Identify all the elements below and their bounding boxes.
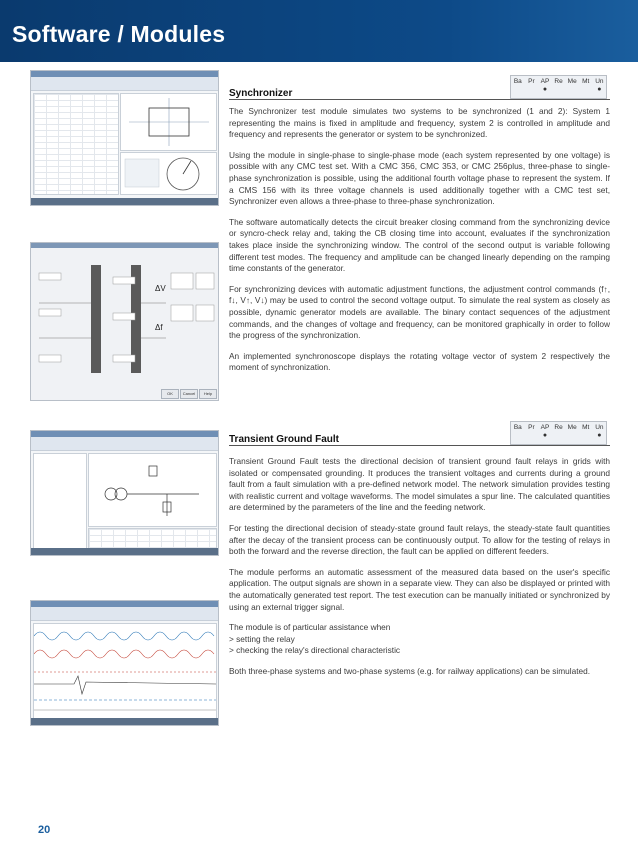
- badge-cell: Pr: [528, 78, 535, 85]
- paragraph: Transient Ground Fault tests the directional decision of transient ground fault relays in grids with isolated or compensated grounding. It produces the transient voltages and currents during a ground fault from a fault simulation with a pre-defined network model. The network simulation provides testing with realistic current and voltage waveforms. The model simulates a spur line. The calculated quantities are determined by the parameters of the line and the feeding network.: [229, 456, 610, 513]
- transient-rule: [229, 445, 610, 446]
- cancel-button[interactable]: Cancel: [180, 389, 198, 399]
- delta-v-label: ΔV: [155, 284, 166, 293]
- transient-waveform-screenshot: [30, 600, 219, 726]
- sync-window-diagram: [120, 93, 217, 151]
- ribbon-toolbar: [31, 607, 218, 621]
- badge-cell: Un ●: [595, 424, 604, 439]
- synchronizer-title: Synchronizer: [229, 88, 293, 99]
- page-number: 20: [38, 824, 51, 836]
- delta-f-label: Δf: [155, 323, 163, 332]
- paragraph: For synchronizing devices with automatic adjustment functions, the adjustment control commands (f↑, f↓, V↑, V↓) may be used to control the second voltage output. To simulate the real system as closely as possible, dynamic generator models are available. The binary contact sequences of the adjustment commands, and the changes of voltage and frequency, can be monitored graphically in order to follow the progress of the synchronization.: [229, 283, 610, 341]
- paragraph: The Synchronizer test module simulates two systems to be synchronized (1 and 2): System 1 representing the mains is fixed in amplitude and frequency, system 2 is controlled in amplitude and frequency and represents the generator or system to be synchronized.: [229, 106, 610, 140]
- badge-cell: Me: [567, 424, 577, 431]
- status-bar: [31, 198, 218, 205]
- badge-cell: AP ●: [540, 78, 550, 93]
- paragraph: Both three-phase systems and two-phase systems (e.g. for railway applications) can be simulated.: [229, 665, 591, 676]
- badge-cell: Mt: [582, 78, 590, 85]
- list-item: > checking the relay's directional characteristic: [229, 645, 401, 656]
- parameter-panel: [33, 453, 87, 550]
- results-table: [88, 528, 217, 550]
- status-bar: [31, 718, 218, 725]
- transient-body: [229, 456, 610, 687]
- help-button[interactable]: Help: [199, 389, 217, 399]
- synchronizer-dialog-screenshot: [30, 242, 219, 401]
- badge-cell: Un ●: [595, 78, 604, 93]
- transient-applicability-badge: [510, 421, 607, 445]
- sync-window-plot: [121, 94, 216, 150]
- test-point-table: [33, 93, 119, 195]
- badge-cell: Re: [554, 78, 563, 85]
- network-model-diagram: [88, 453, 217, 527]
- page-header: [0, 0, 638, 62]
- paragraph: The software automatically detects the circuit breaker closing command from the synchronizing device or syncro-check relay and, taking the CB closing time into account, evaluates if the synchronization takes place inside the synchronizing window. The control of the second output is variable following different test modes. The frequency and amplitude can be changed linearly depending on the ramping time constants of the generator.: [229, 216, 610, 274]
- list-intro: The module is of particular assistance when: [229, 622, 391, 633]
- waveform-traces: [34, 624, 216, 719]
- ok-button[interactable]: OK: [161, 389, 179, 399]
- network-circuit: [89, 454, 216, 526]
- badge-cell: Me: [567, 78, 577, 85]
- transient-ground-fault-title: Transient Ground Fault: [229, 434, 340, 445]
- transient-ground-fault-screenshot: [30, 430, 219, 556]
- badge-cell: Mt: [582, 424, 590, 431]
- synchronizer-rule: [229, 99, 610, 100]
- badge-cell: Ba: [513, 424, 522, 431]
- page-title: Software / Modules: [12, 21, 226, 47]
- status-bar: [31, 548, 218, 555]
- synchronoscope-icon: [121, 153, 216, 194]
- synchronoscope-view: [120, 152, 217, 195]
- synchronizer-body: [229, 106, 610, 383]
- ribbon-toolbar: [31, 437, 218, 451]
- paragraph: An implemented synchronoscope displays the rotating voltage vector of system 2 respectively the moment of synchronization.: [229, 350, 610, 373]
- badge-cell: Re: [554, 424, 563, 431]
- waveform-plot: [33, 623, 217, 720]
- generator-model-diagram: [31, 243, 218, 400]
- paragraph: For testing the directional decision of steady-state ground fault relays, the steady-state fault quantities after the decay of the transient process can be continuously output. To allow for the testing of relays in both the forward and the reverse direction, the fault can be applied on different feeders.: [229, 522, 610, 557]
- badge-cell: AP ●: [540, 424, 550, 439]
- badge-cell: Pr: [528, 424, 535, 431]
- ribbon-toolbar: [31, 77, 218, 91]
- paragraph: The module performs an automatic assessment of the measured data based on the user's specific application. The output signals are shown in a separate view. They can also be displayed or printed with the automatically generated test report. The test execution can be manually initiated or synchronized by using an external trigger signal.: [229, 566, 610, 612]
- paragraph: Using the module in single-phase to single-phase mode (each system represented by one voltage) is possible with any CMC test set. With a CMC 356, CMC 353, or CMC 256plus, three-phase to single-phase synchronization is possible, using the additional fourth voltage phase to represent the system. If a CMS 156 with its three voltage channels is used additionally together with a CMC test set, Synchronizer even allows a three-phase to three-phase synchronization.: [229, 149, 610, 207]
- list-item: > setting the relay: [229, 633, 295, 644]
- synchronizer-applicability-badge: [510, 75, 607, 99]
- synchronizer-app-screenshot: [30, 70, 219, 206]
- badge-cell: Ba: [513, 78, 522, 85]
